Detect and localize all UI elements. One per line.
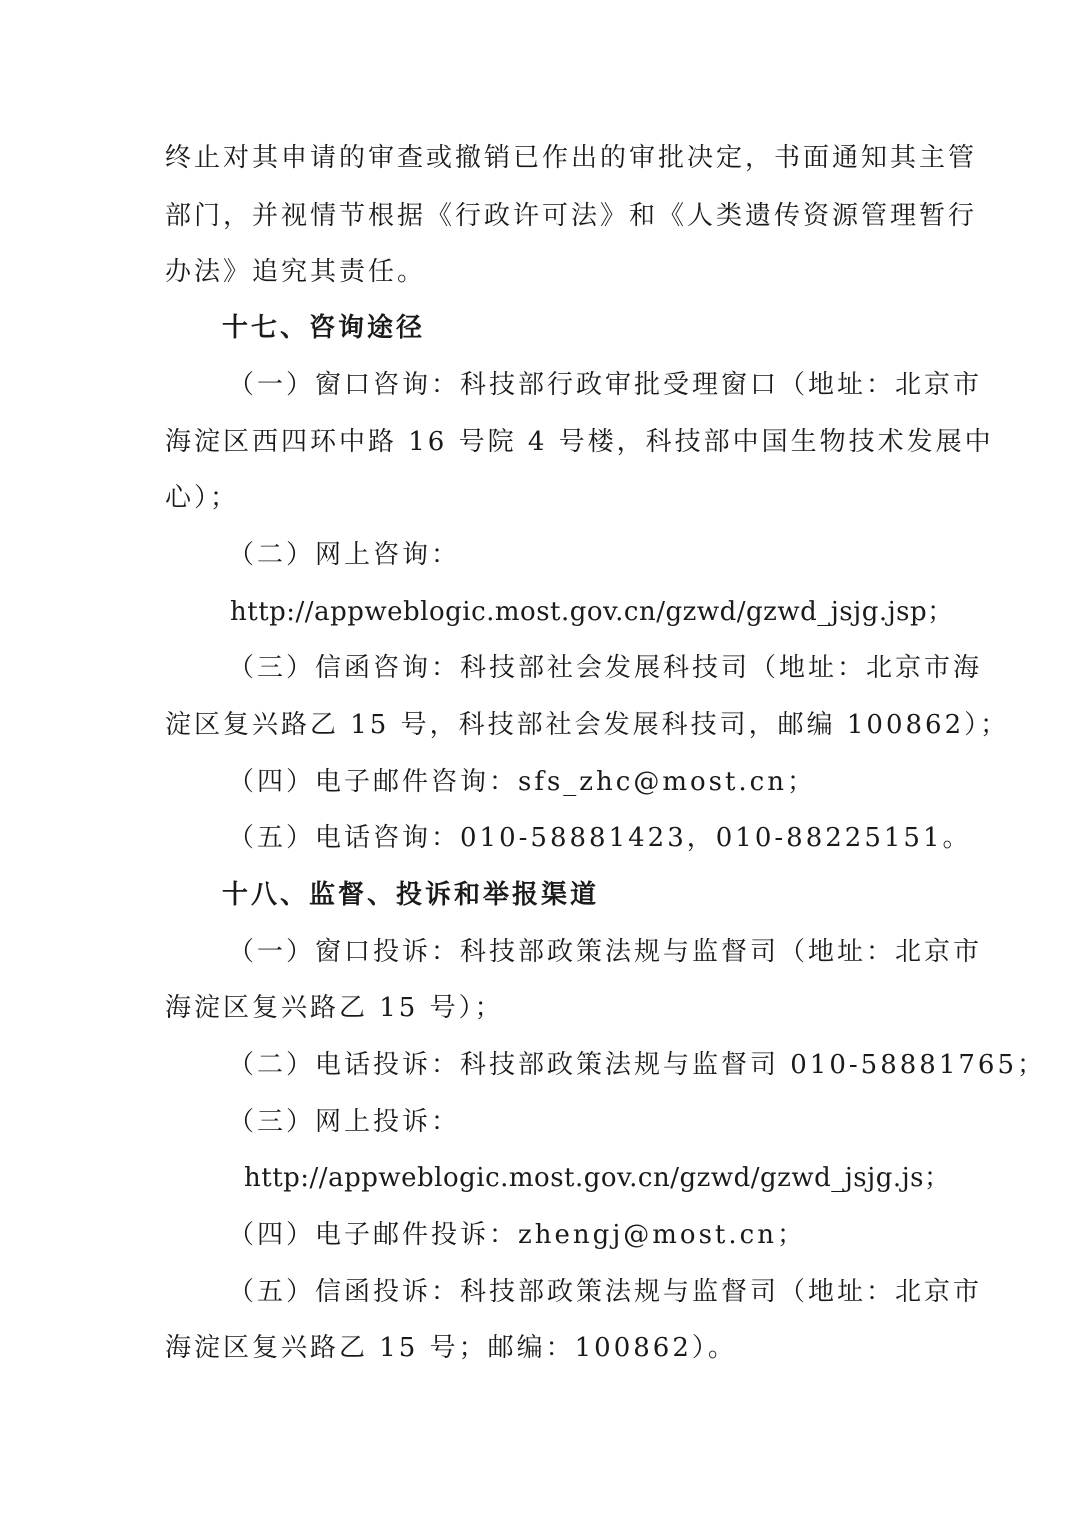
paragraph-line: 终止对其申请的审查或撤销已作出的审批决定，书面通知其主管 — [165, 143, 978, 173]
consult-window: （一）窗口咨询：科技部行政审批受理窗口（地址：北京市 — [228, 370, 983, 400]
paragraph-line: 部门，并视情节根据《行政许可法》和《人类遗传资源管理暂行 — [165, 201, 978, 231]
consult-online: （二）网上咨询： — [228, 540, 461, 570]
complaint-online-url: http://appweblogic.most.gov.cn/gzwd/gzwd_jsjg.js； — [244, 1163, 951, 1193]
section-heading-17: 十七、咨询途径 — [222, 313, 426, 343]
consult-letter-cont: 淀区复兴路乙 15 号，科技部社会发展科技司，邮编 100862）； — [165, 710, 1010, 740]
section-heading-18: 十八、监督、投诉和举报渠道 — [222, 880, 600, 910]
complaint-window: （一）窗口投诉：科技部政策法规与监督司（地址：北京市 — [228, 937, 983, 967]
consult-window-end: 心）； — [165, 483, 240, 513]
complaint-letter-cont: 海淀区复兴路乙 15 号；邮编：100862）。 — [165, 1333, 737, 1363]
consult-letter: （三）信函咨询：科技部社会发展科技司（地址：北京市海 — [228, 653, 983, 683]
complaint-window-cont: 海淀区复兴路乙 15 号）； — [165, 993, 504, 1023]
consult-email: （四）电子邮件咨询：sfs_zhc@most.cn； — [228, 767, 816, 797]
consult-online-url: http://appweblogic.most.gov.cn/gzwd/gzwd_jsjg.jsp； — [230, 597, 954, 627]
consult-phone: （五）电话咨询：010-58881423，010-88225151。 — [228, 823, 972, 853]
complaint-email: （四）电子邮件投诉：zhengj@most.cn； — [228, 1220, 806, 1250]
complaint-letter: （五）信函投诉：科技部政策法规与监督司（地址：北京市 — [228, 1277, 983, 1307]
paragraph-line: 办法》追究其责任。 — [165, 257, 427, 287]
complaint-online: （三）网上投诉： — [228, 1107, 461, 1137]
consult-window-cont: 海淀区西四环中路 16 号院 4 号楼，科技部中国生物技术发展中 — [165, 427, 994, 457]
complaint-phone: （二）电话投诉：科技部政策法规与监督司 010-58881765； — [228, 1050, 1047, 1080]
